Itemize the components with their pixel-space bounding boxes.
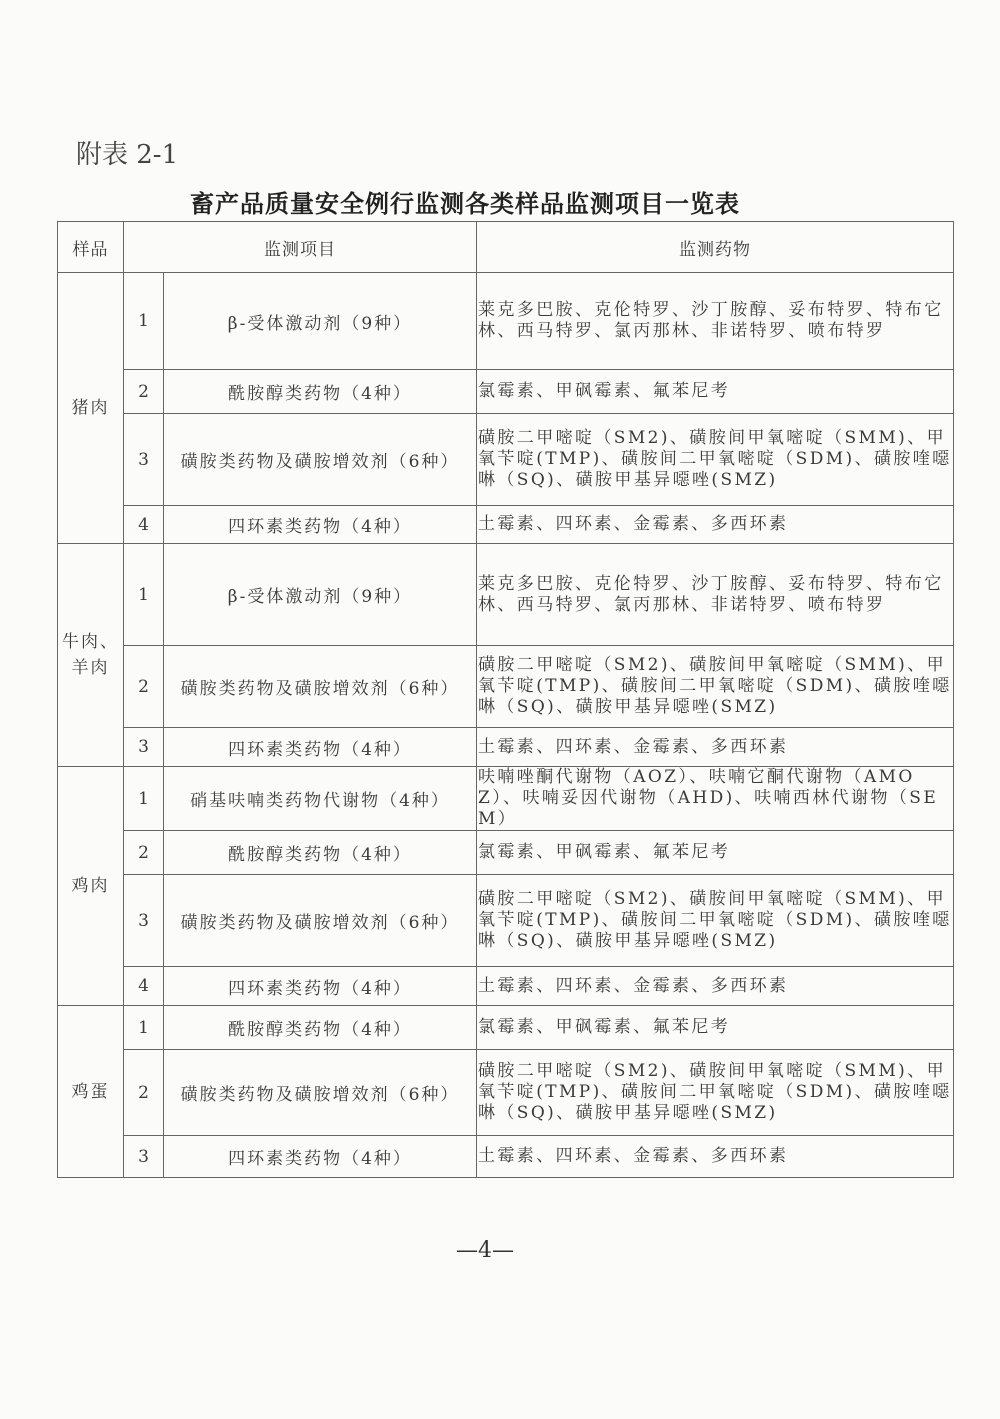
item-number-cell: 1: [124, 544, 164, 646]
table-row: [58, 1006, 954, 1050]
item-name-cell: β-受体激动剂（9种）: [164, 273, 477, 370]
table-row: [58, 875, 954, 967]
table-row: [58, 767, 954, 831]
item-number-cell: 3: [124, 1136, 164, 1178]
item-number-cell: 2: [124, 1050, 164, 1136]
item-number-cell: 1: [124, 273, 164, 370]
drug-list-cell: 土霉素、四环素、金霉素、多西环素: [477, 728, 954, 767]
item-name-cell: 磺胺类药物及磺胺增效剂（6种）: [164, 1050, 477, 1136]
table-row: [58, 1136, 954, 1178]
item-number-cell: 2: [124, 646, 164, 728]
item-number-cell: 1: [124, 767, 164, 831]
drug-list-cell: 土霉素、四环素、金霉素、多西环素: [477, 506, 954, 544]
table-row: [58, 370, 954, 414]
item-number-cell: 3: [124, 875, 164, 967]
table-row: [58, 967, 954, 1006]
table-row: [58, 414, 954, 506]
item-name-cell: 酰胺醇类药物（4种）: [164, 370, 477, 414]
item-name-cell: 酰胺醇类药物（4种）: [164, 831, 477, 875]
item-number-cell: 3: [124, 414, 164, 506]
item-name-cell: 酰胺醇类药物（4种）: [164, 1006, 477, 1050]
drug-list-cell: 土霉素、四环素、金霉素、多西环素: [477, 1136, 954, 1178]
table-row: [58, 544, 954, 646]
page-title: 畜产品质量安全例行监测各类样品监测项目一览表: [190, 190, 740, 218]
table-row: [58, 273, 954, 370]
item-number-cell: 4: [124, 967, 164, 1006]
item-number-cell: 2: [124, 370, 164, 414]
table-header-row: [58, 222, 954, 273]
item-number-cell: 1: [124, 1006, 164, 1050]
annex-label: 附表 2-1: [76, 140, 179, 170]
table-row: [58, 728, 954, 767]
item-name-cell: 四环素类药物（4种）: [164, 967, 477, 1006]
header-drug: 监测药物: [477, 222, 954, 273]
drug-list-cell: 氯霉素、甲砜霉素、氟苯尼考: [477, 1006, 954, 1050]
table-row: [58, 646, 954, 728]
header-item: 监测项目: [124, 222, 477, 273]
item-name-cell: β-受体激动剂（9种）: [164, 544, 477, 646]
drug-list-cell: 呋喃唑酮代谢物（AOZ）、呋喃它酮代谢物（AMOZ）、呋喃妥因代谢物（AHD)、呋喃西林代谢物（SEM）: [477, 767, 954, 831]
drug-list-cell: 土霉素、四环素、金霉素、多西环素: [477, 967, 954, 1006]
item-name-cell: 磺胺类药物及磺胺增效剂（6种）: [164, 875, 477, 967]
item-name-cell: 四环素类药物（4种）: [164, 728, 477, 767]
item-number-cell: 3: [124, 728, 164, 767]
sample-cell: 鸡肉: [58, 767, 124, 1006]
drug-list-cell: 氯霉素、甲砜霉素、氟苯尼考: [477, 370, 954, 414]
drug-list-cell: 磺胺二甲嘧啶（SM2)、磺胺间甲氧嘧啶（SMM)、甲氧苄啶(TMP)、磺胺间二甲氧嘧啶（SDM)、磺胺喹噁啉（SQ)、磺胺甲基异噁唑(SMZ): [477, 1050, 954, 1136]
table-row: [58, 1050, 954, 1136]
drug-list-cell: 氯霉素、甲砜霉素、氟苯尼考: [477, 831, 954, 875]
table-row: [58, 506, 954, 544]
item-name-cell: 四环素类药物（4种）: [164, 506, 477, 544]
item-name-cell: 硝基呋喃类药物代谢物（4种）: [164, 767, 477, 831]
drug-list-cell: 磺胺二甲嘧啶（SM2)、磺胺间甲氧嘧啶（SMM)、甲氧苄啶(TMP)、磺胺间二甲氧嘧啶（SDM)、磺胺喹噁啉（SQ)、磺胺甲基异噁唑(SMZ): [477, 646, 954, 728]
item-name-cell: 磺胺类药物及磺胺增效剂（6种）: [164, 414, 477, 506]
sample-cell: 鸡蛋: [58, 1006, 124, 1178]
sample-cell: 牛肉、羊肉: [58, 544, 124, 767]
page-number: —4—: [456, 1238, 514, 1263]
sample-cell: 猪肉: [58, 273, 124, 544]
item-number-cell: 4: [124, 506, 164, 544]
drug-list-cell: 莱克多巴胺、克伦特罗、沙丁胺醇、妥布特罗、特布它林、西马特罗、氯丙那林、非诺特罗、喷布特罗: [477, 544, 954, 646]
monitoring-table: [57, 221, 954, 1178]
header-sample: 样品: [58, 222, 124, 273]
item-name-cell: 磺胺类药物及磺胺增效剂（6种）: [164, 646, 477, 728]
item-name-cell: 四环素类药物（4种）: [164, 1136, 477, 1178]
table-row: [58, 831, 954, 875]
item-number-cell: 2: [124, 831, 164, 875]
drug-list-cell: 莱克多巴胺、克伦特罗、沙丁胺醇、妥布特罗、特布它林、西马特罗、氯丙那林、非诺特罗、喷布特罗: [477, 273, 954, 370]
drug-list-cell: 磺胺二甲嘧啶（SM2)、磺胺间甲氧嘧啶（SMM)、甲氧苄啶(TMP)、磺胺间二甲氧嘧啶（SDM)、磺胺喹噁啉（SQ)、磺胺甲基异噁唑(SMZ): [477, 875, 954, 967]
drug-list-cell: 磺胺二甲嘧啶（SM2)、磺胺间甲氧嘧啶（SMM)、甲氧苄啶(TMP)、磺胺间二甲氧嘧啶（SDM)、磺胺喹噁啉（SQ)、磺胺甲基异噁唑(SMZ): [477, 414, 954, 506]
